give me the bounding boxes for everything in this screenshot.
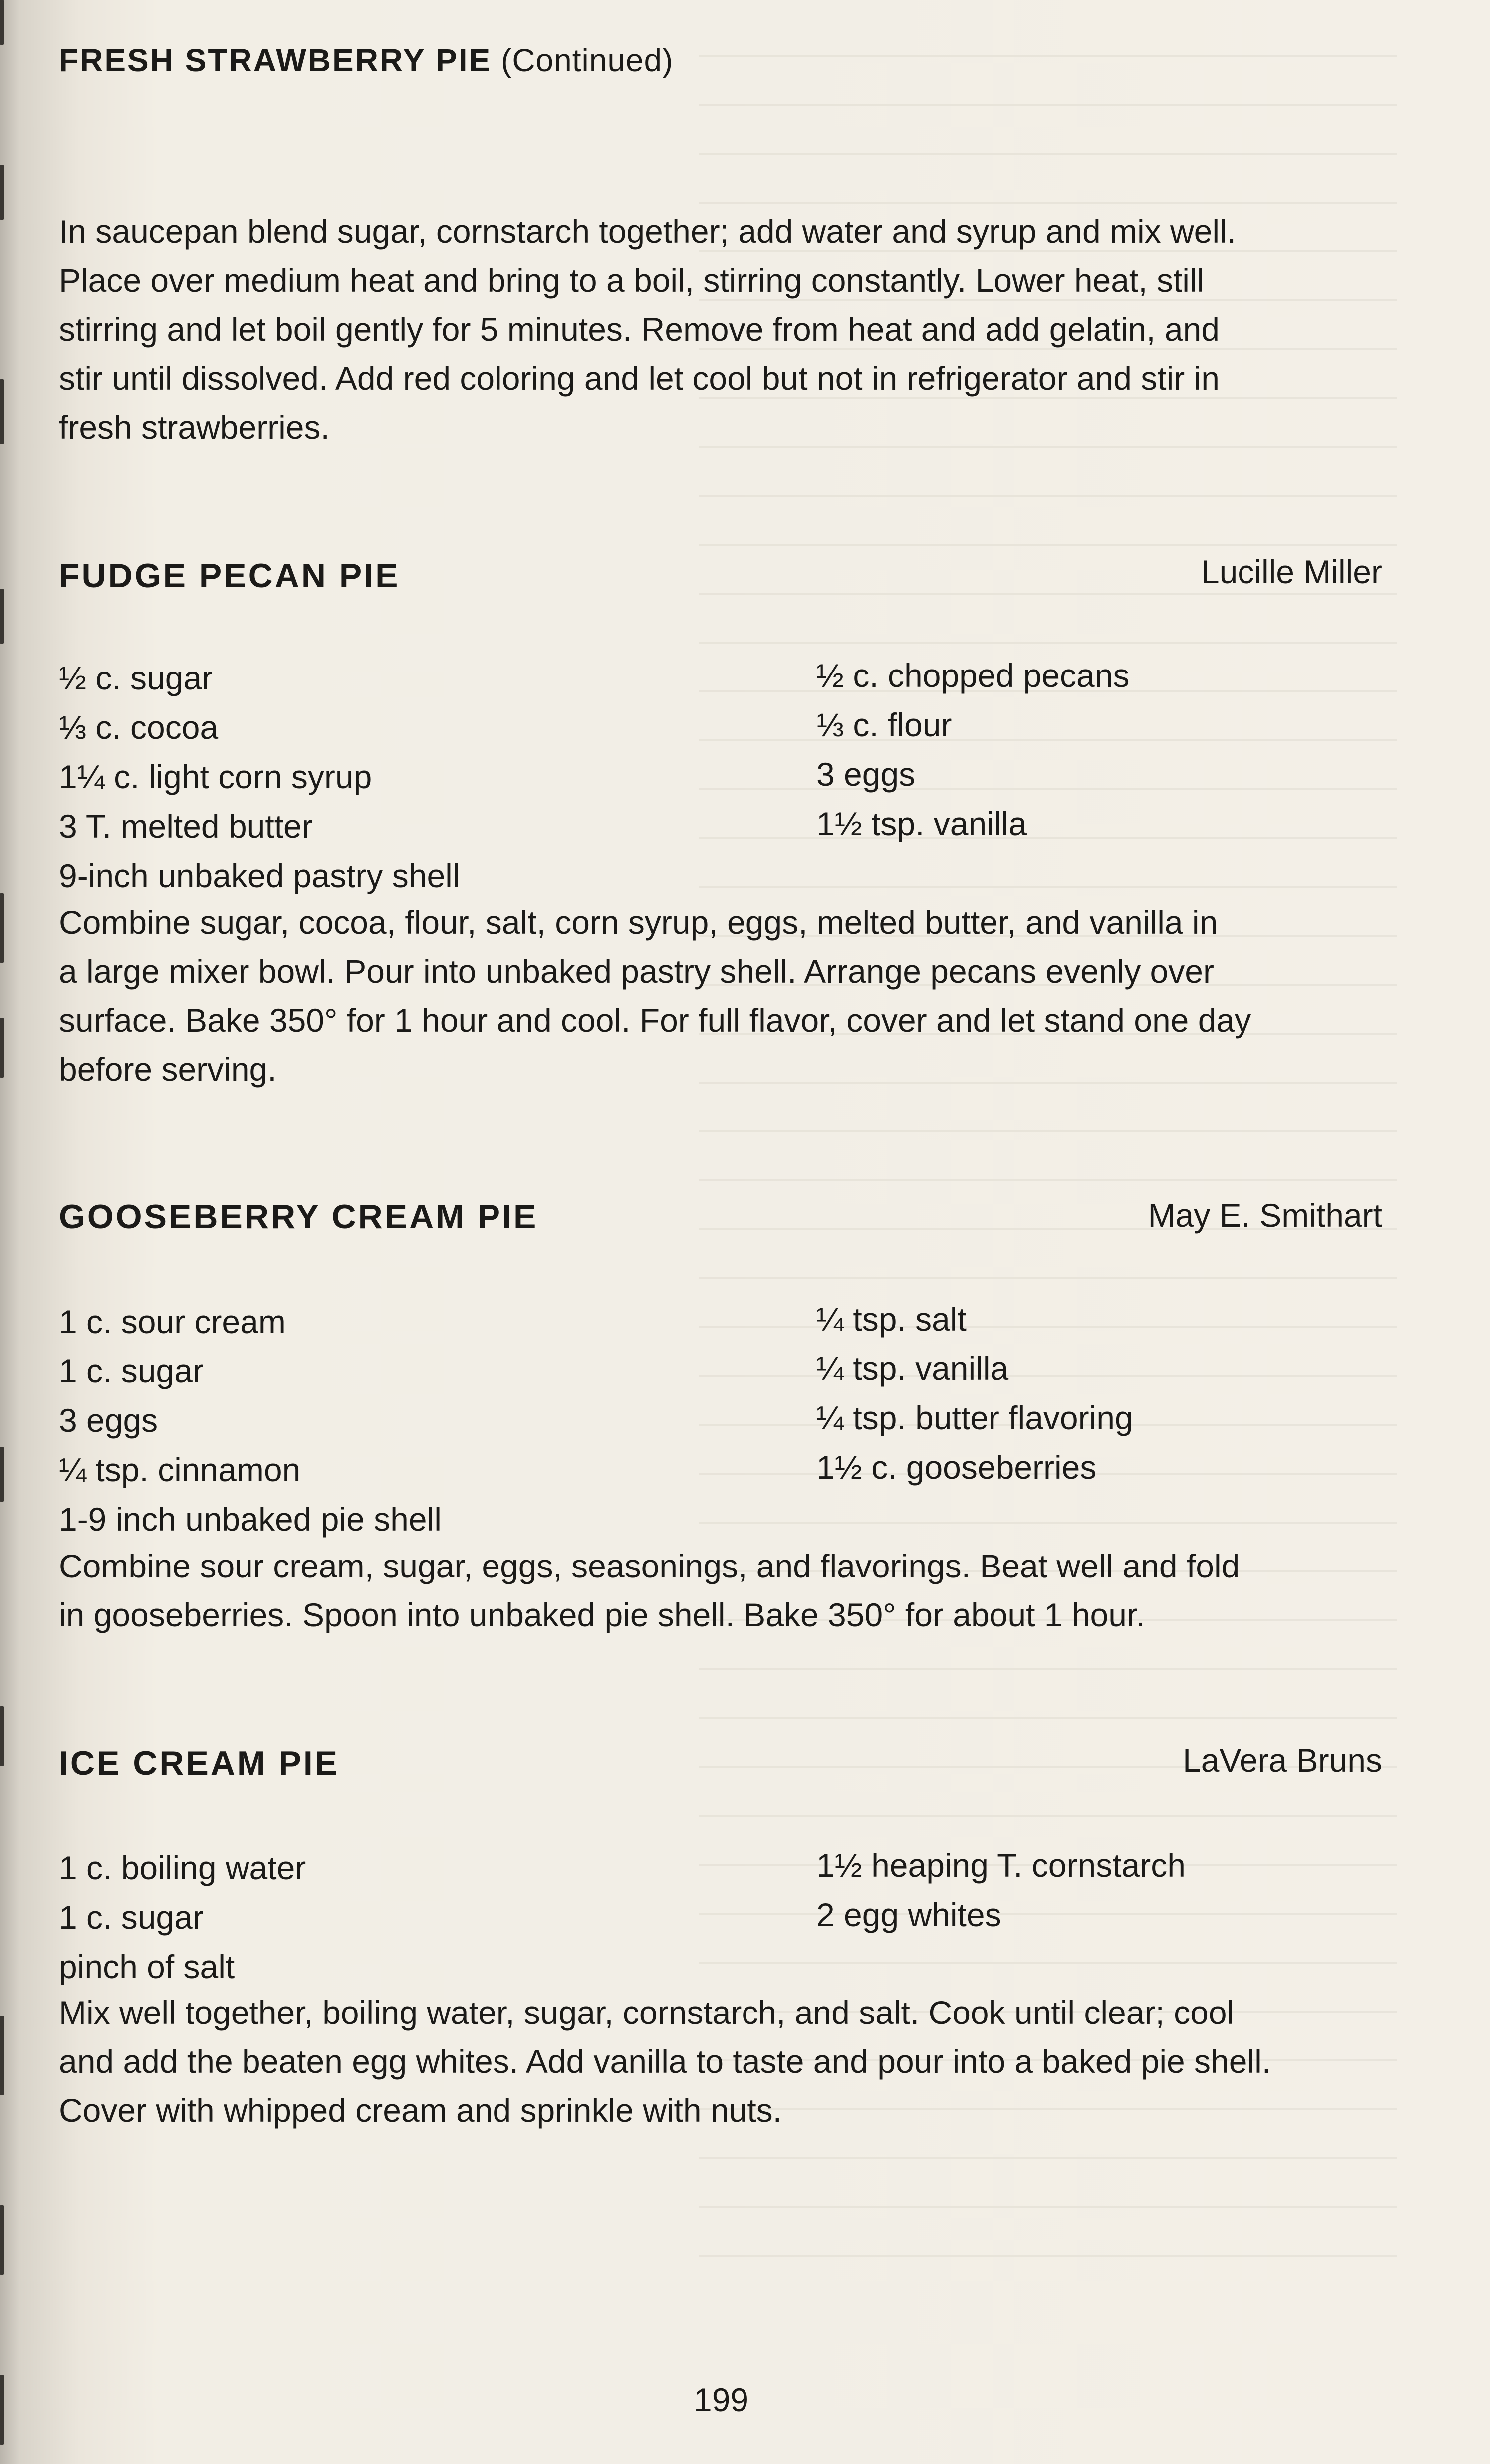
- ingredient: 2 egg whites: [816, 1896, 1001, 1933]
- direction-line: surface. Bake 350° for 1 hour and cool. For full flavor, cover and let stand one day: [59, 1002, 1251, 1039]
- ingredients-left: [59, 1843, 306, 1992]
- ingredient: 3 T. melted butter: [59, 808, 313, 845]
- recipe-author: May E. Smithart: [1148, 1197, 1382, 1234]
- ingredient: ⅓ c. cocoa: [59, 709, 219, 746]
- direction-line: before serving.: [59, 1051, 277, 1088]
- ingredient: 9-inch unbaked pastry shell: [59, 857, 460, 894]
- ingredient: ½ c. chopped pecans: [816, 657, 1130, 694]
- direction-line: and add the beaten egg whites. Add vanilla to taste and pour into a baked pie shell.: [59, 2043, 1271, 2080]
- direction-line: stirring and let boil gently for 5 minutes. Remove from heat and add gelatin, and: [59, 311, 1220, 348]
- ingredient: 1 c. sugar: [59, 1352, 204, 1389]
- page-title: [59, 42, 673, 79]
- ingredient: 1 c. sour cream: [59, 1303, 286, 1340]
- recipe-directions: [59, 1988, 1386, 2135]
- ingredient: pinch of salt: [59, 1948, 235, 1985]
- recipe-directions: [59, 898, 1386, 1094]
- page-number: 199: [694, 2381, 749, 2418]
- direction-line: Combine sour cream, sugar, eggs, seasonings, and flavorings. Beat well and fold: [59, 1548, 1240, 1584]
- ingredients-left: [59, 1297, 442, 1544]
- ingredient: 3 eggs: [816, 756, 916, 793]
- strawberry-directions: [59, 207, 1386, 451]
- direction-line: a large mixer bowl. Pour into unbaked pastry shell. Arrange pecans evenly over: [59, 953, 1214, 990]
- direction-line: Combine sugar, cocoa, flour, salt, corn syrup, eggs, melted butter, and vanilla in: [59, 904, 1218, 941]
- binding-mark: [0, 2016, 4, 2095]
- ingredient: 1 c. boiling water: [59, 1849, 306, 1886]
- ingredient: ¼ tsp. butter flavoring: [816, 1399, 1133, 1436]
- ingredient: ¼ tsp. cinnamon: [59, 1451, 301, 1488]
- binding-mark: [0, 2205, 4, 2275]
- binding-mark: [0, 893, 4, 963]
- ingredient: 1¼ c. light corn syrup: [59, 758, 372, 795]
- binding-mark: [0, 589, 4, 644]
- recipe-directions: [59, 1542, 1386, 1639]
- ingredients-right: [816, 651, 1129, 849]
- ingredient: ¼ tsp. salt: [816, 1301, 967, 1338]
- ingredient: 1½ tsp. vanilla: [816, 805, 1027, 842]
- page-title-bold: FRESH STRAWBERRY PIE: [59, 42, 492, 78]
- recipe-author: LaVera Bruns: [1183, 1742, 1382, 1779]
- recipe-title: GOOSEBERRY CREAM PIE: [59, 1198, 538, 1236]
- ingredient: 1½ c. gooseberries: [816, 1449, 1097, 1486]
- binding-mark: [0, 1706, 4, 1766]
- ingredient: ½ c. sugar: [59, 660, 213, 696]
- ingredient: 1½ heaping T. cornstarch: [816, 1847, 1186, 1884]
- ingredient: ¼ tsp. vanilla: [816, 1350, 1009, 1387]
- binding-mark: [0, 165, 4, 220]
- direction-line: stir until dissolved. Add red coloring and let cool but not in refrigerator and stir in: [59, 360, 1220, 397]
- binding-mark: [0, 0, 4, 45]
- direction-line: Place over medium heat and bring to a boil, stirring constantly. Lower heat, still: [59, 262, 1205, 299]
- binding-mark: [0, 379, 4, 444]
- ingredients-right: [816, 1295, 1133, 1492]
- direction-line: Cover with whipped cream and sprinkle with nuts.: [59, 2092, 782, 2129]
- ingredients-right: [816, 1841, 1186, 1940]
- direction-line: fresh strawberries.: [59, 409, 330, 446]
- recipe-title: ICE CREAM PIE: [59, 1744, 340, 1782]
- page-title-continued: (Continued): [501, 42, 674, 78]
- ingredient: 3 eggs: [59, 1402, 158, 1439]
- ingredient: 1-9 inch unbaked pie shell: [59, 1501, 442, 1538]
- binding-mark: [0, 1018, 4, 1078]
- ingredient: ⅓ c. flour: [816, 706, 952, 743]
- recipe-title: FUDGE PECAN PIE: [59, 557, 400, 595]
- recipe-author: Lucille Miller: [1201, 553, 1382, 590]
- direction-line: in gooseberries. Spoon into unbaked pie shell. Bake 350° for about 1 hour.: [59, 1596, 1145, 1633]
- binding-mark: [0, 2375, 4, 2445]
- binding-mark: [0, 1447, 4, 1502]
- ingredients-left: [59, 654, 460, 900]
- direction-line: In saucepan blend sugar, cornstarch together; add water and syrup and mix well.: [59, 213, 1237, 250]
- direction-line: Mix well together, boiling water, sugar, cornstarch, and salt. Cook until clear; cool: [59, 1994, 1235, 2031]
- ingredient: 1 c. sugar: [59, 1899, 204, 1936]
